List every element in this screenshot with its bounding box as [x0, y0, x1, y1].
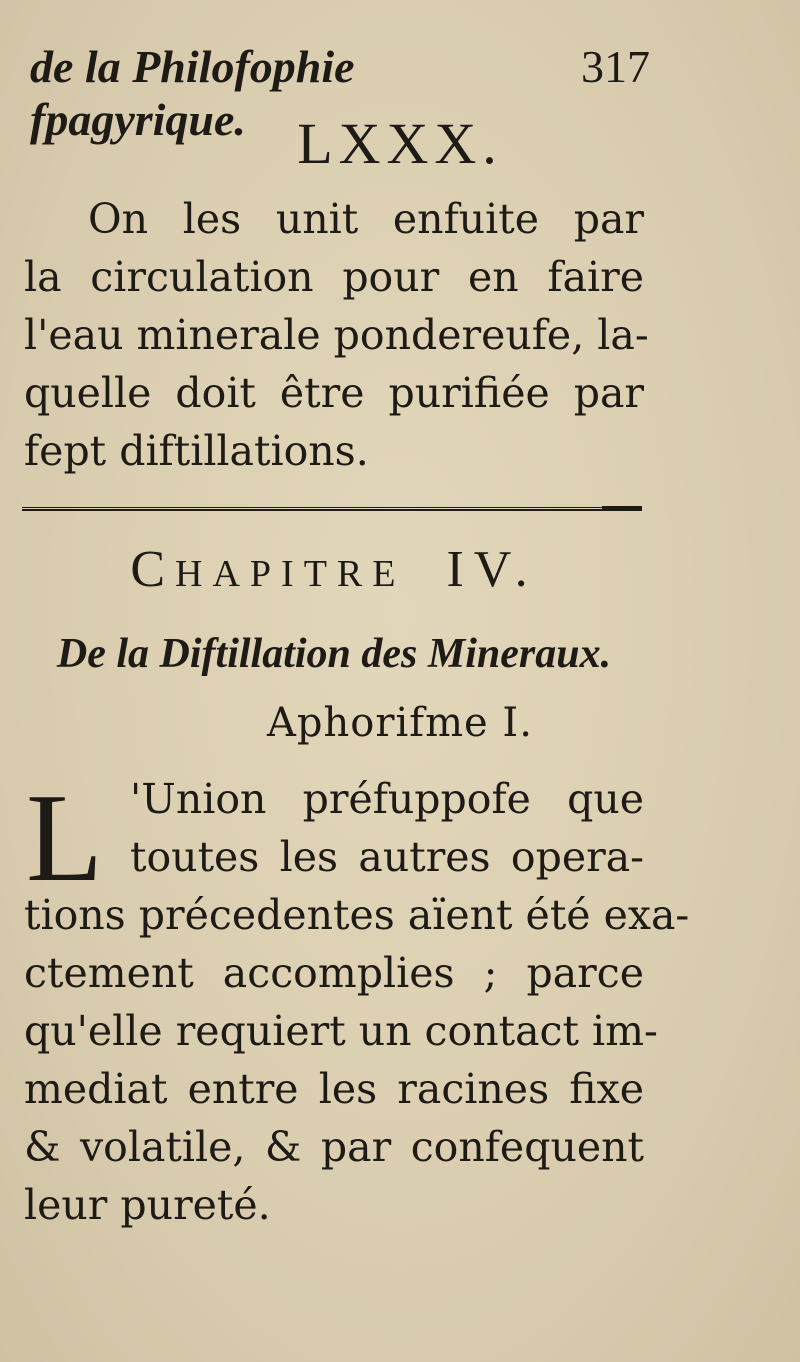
page-number: 317 — [581, 41, 650, 92]
chapter-title: De la Diftillation des Mineraux. — [56, 631, 612, 677]
text-line: toutes les autres opera- — [130, 833, 644, 881]
text-line: 'Union préfuppofe que — [130, 775, 644, 823]
text-line: leur pureté. — [24, 1181, 271, 1229]
running-title: de la Philofophie fpagyrique. — [30, 41, 355, 145]
text-line: tions précedentes aïent été exa- — [24, 891, 690, 939]
text-line: On les unit enfuite par — [88, 195, 644, 243]
aphorism-heading: Aphorifme I. — [267, 700, 533, 746]
chapter-heading-initial: C — [130, 541, 176, 598]
paragraph-aphorism-opening — [130, 770, 644, 886]
text-line: ctement accomplies ; parce — [24, 949, 644, 997]
chapter-number: IV. — [446, 541, 538, 598]
drop-cap: L — [26, 769, 103, 908]
text-line: mediat entre les racines fixe — [24, 1065, 644, 1113]
article-number: LXXX. — [297, 111, 503, 176]
section-divider-rule — [22, 507, 642, 513]
text-line: la circulation pour en faire — [24, 253, 644, 301]
text-line: l'eau minerale pondereufe, la- — [24, 311, 649, 359]
text-line: qu'elle requiert un contact im- — [24, 1007, 658, 1055]
paragraph-lxxx — [24, 190, 649, 480]
text-line: fept diftillations. — [24, 427, 369, 475]
chapter-heading-word: HAPITRE — [175, 553, 406, 595]
paragraph-aphorism-body — [24, 886, 690, 1234]
text-line: & volatile, & par confequent — [24, 1123, 644, 1171]
text-line: quelle doit être purifiée par — [24, 369, 644, 417]
chapter-heading — [24, 540, 644, 599]
